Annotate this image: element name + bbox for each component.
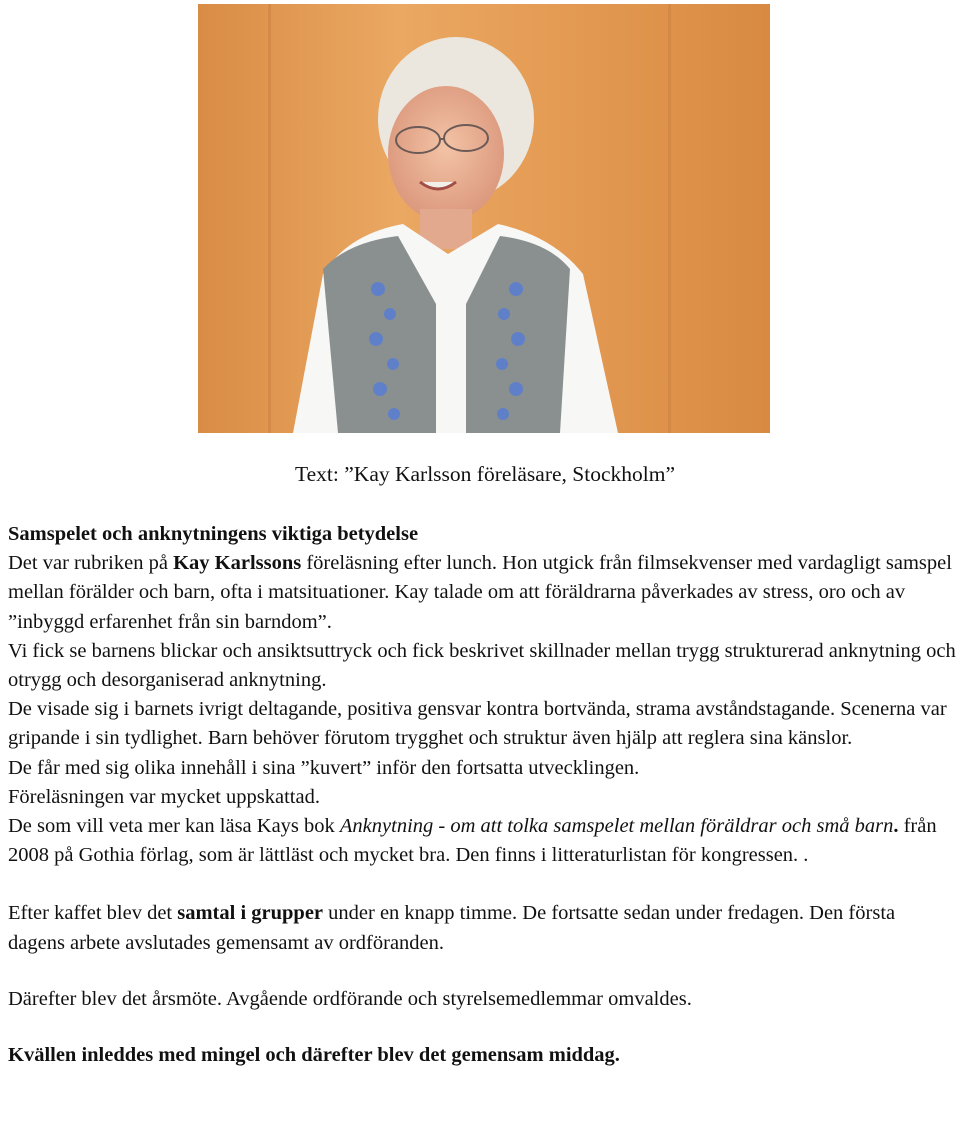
article-heading: Samspelet och anknytningens viktiga betydelse [8, 523, 419, 545]
portrait-illustration [198, 4, 770, 433]
speaker-name: Kay Karlssons [173, 552, 302, 575]
book-title: Anknytning - om att tolka samspelet mellan föräldrar och små barn [339, 815, 894, 838]
paragraph-observations: Vi fick se barnens blickar och ansiktsuttryck och fick beskrivet skillnader mellan trygg strukturerad anknytning och otrygg och desorganiserad anknytning. [8, 639, 956, 692]
paragraph-groups: Efter kaffet blev det samtal i grupper under en knapp timme. De fortsatte sedan under fredagen. Den första dagens arbete avslutades gemensamt av ordföranden. [8, 902, 896, 954]
face [388, 86, 504, 222]
paragraph-lecture: Det var rubriken på Kay Karlssons föreläsning efter lunch. Hon utgick från filmsekvenser med vardagligt samspel mellan förälder och barn, ofta i matsituationer. Kay talade om att föräldrarna påverkades av stress, oro och av ”inbyggd erfarenhet från sin barndom”. [8, 552, 952, 633]
group-talks: samtal i grupper [177, 902, 324, 925]
paragraph-book: De som vill veta mer kan läsa Kays bok Anknytning - om att tolka samspelet mellan föräldrar och små barn. från 2008 på Gothia förlag, som är lättläst och mycket bra. Den finns i litteraturlistan för kongressen. . [8, 815, 937, 867]
paragraph-appreciated: Föreläsningen var mycket uppskattad. [8, 785, 320, 808]
paragraph-scenes: De visade sig i barnets ivrigt deltagande, positiva gensvar kontra bortvända, strama avståndstagande. Scenerna var gripande i sin tydlighet. Barn behöver förutom trygghet och struktur även hjälp att reglera sina känslor. [8, 698, 947, 750]
photo-caption: Text: ”Kay Karlsson föreläsare, Stockholm” [295, 462, 675, 486]
article-body [8, 520, 956, 1070]
paragraph-evening: Kvällen inleddes med mingel och därefter blev det gemensam middag. [8, 1044, 620, 1067]
portrait-photo [198, 4, 770, 433]
paragraph-envelope: De får med sig olika innehåll i sina ”kuvert” inför den fortsatta utvecklingen. [8, 756, 640, 779]
paragraph-annual-meeting: Därefter blev det årsmöte. Avgående ordförande och styrelsemedlemmar omvaldes. [8, 987, 692, 1010]
